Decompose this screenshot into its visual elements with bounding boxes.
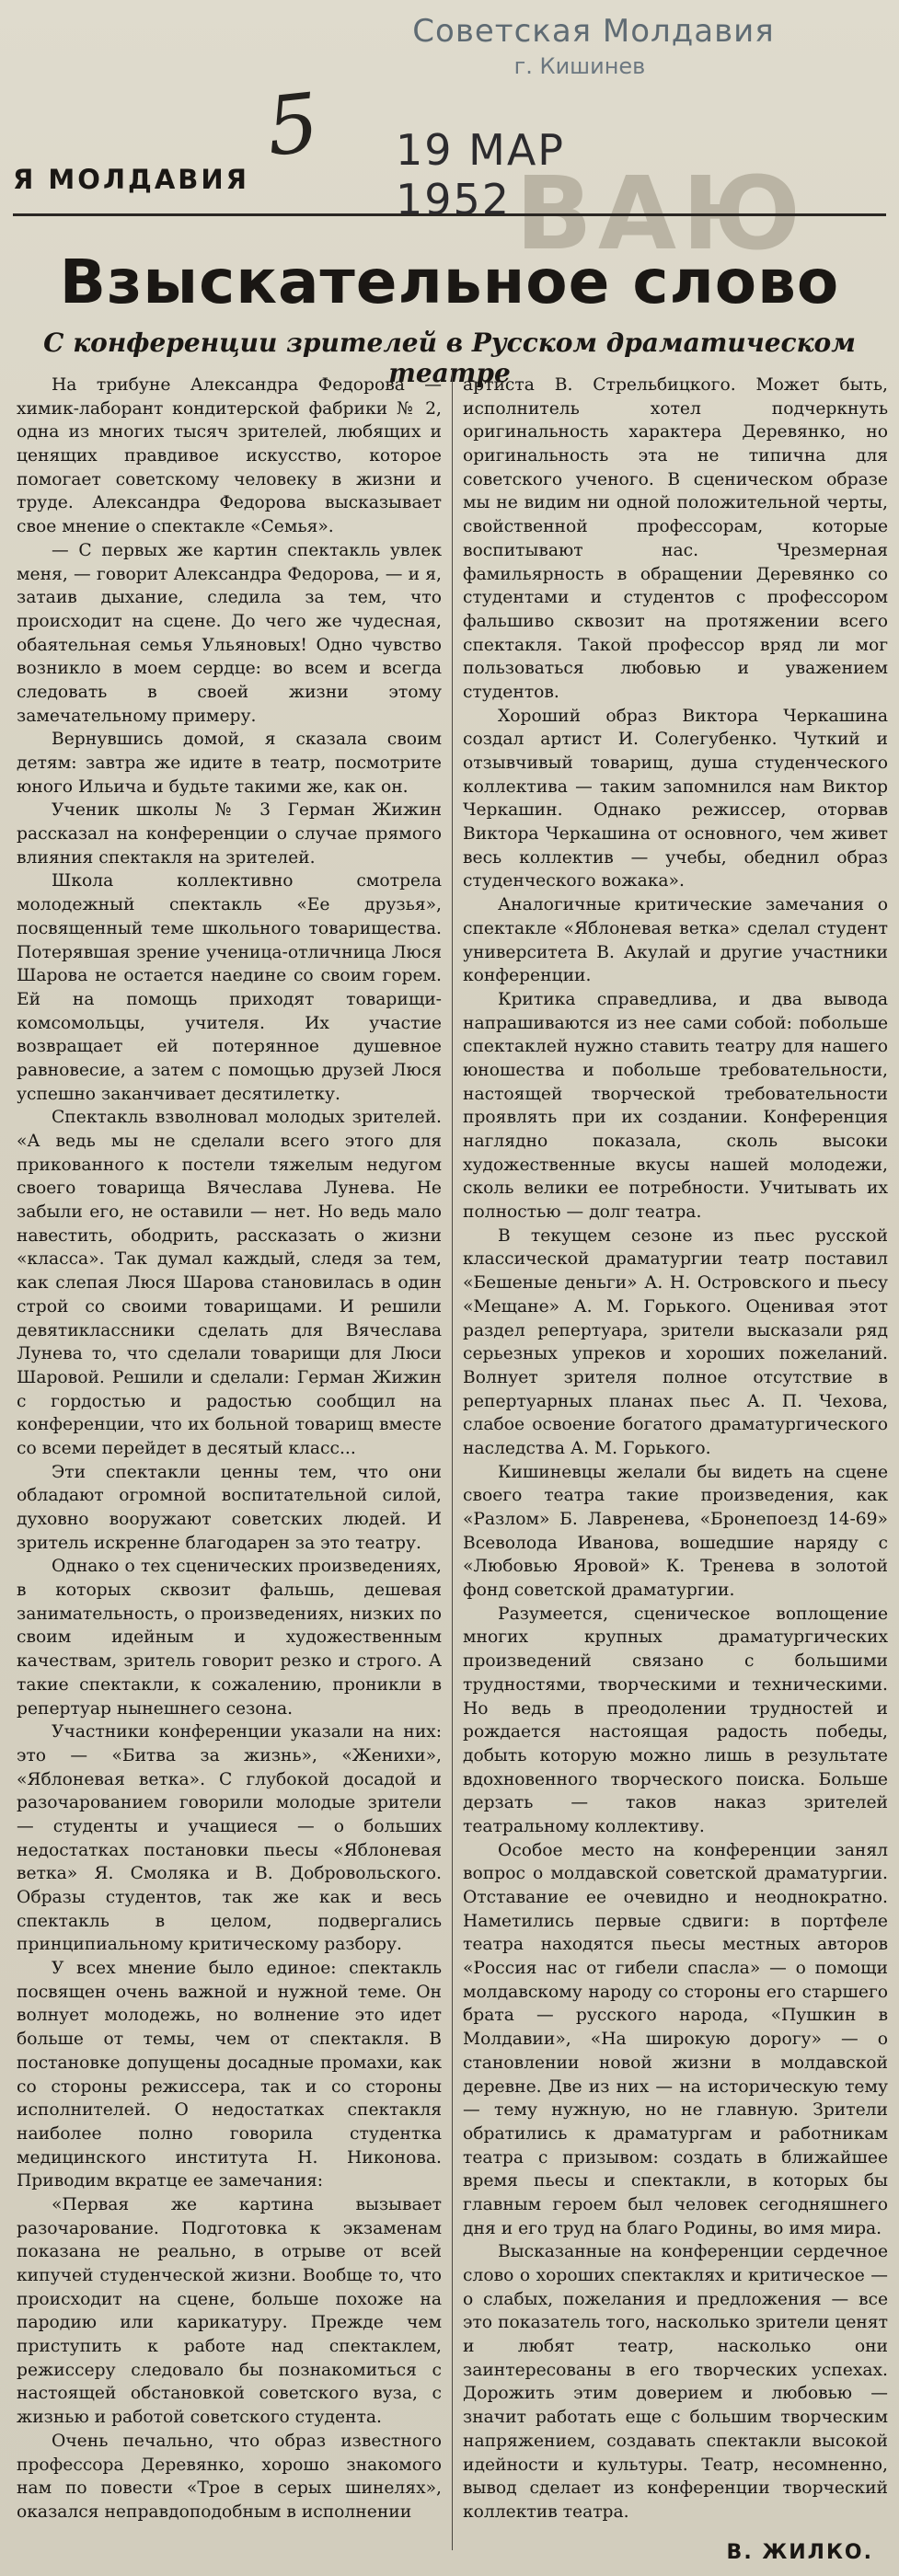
article-subheadline: С конференции зрителей в Русском драматическом театре — [43, 328, 856, 388]
paragraph: Хороший образ Виктора Черкашина создал артист И. Солегубенко. Чуткий и отзывчивый товарищ, душа студенческого коллектива — таким запомнился нам Виктор Черкашин. Однако режиссер, оторвав Виктора Черкашина от основного, чем живет весь коллектив — учебы, обеднил образ студенческого вожака». — [463, 706, 888, 891]
right-column — [463, 374, 888, 2524]
paragraph: — С первых же картин спектакль увлек меня, — говорит Александра Федорова, — и я, затаив дыхание, следила за тем, что происходит на сцене. До чего же чудесная, обаятельная семья Ульяновых! Одно чувство возникло в моем сердце: во всем и всегда следовать в своей жизни этому замечательному примеру. — [17, 540, 442, 726]
paragraph: В текущем сезоне из пьес русской классической драматургии театр поставил «Бешеные деньги» А. Н. Островского и пьесу «Мещане» А. М. Горького. Оценивая этот раздел репертуара, зрители высказали ряд серьезных упреков и хороших пожеланий. Волнует зрителя полное отсутствие в репертуарных планах пьес А. П. Чехова, слабое освоение богатого драматургического наследства А. М. Горького. — [463, 1225, 888, 1458]
left-column — [17, 374, 442, 2524]
paragraph: Высказанные на конференции сердечное слово о хороших спектаклях и критическое — о слабых, пожелания и предложения — все это показатель того, насколько зрители ценят и любят театр, насколько они заинтересованы в его творческих успехах. Дорожить этим доверием и любовью — значит работать еще с большим творческим напряжением, создавать спектакли высокой идейности и культуры. Театр, несомненно, вывод сделает из конференции творческий коллектив театра. — [463, 2242, 888, 2522]
paragraph: Очень печально, что образ известного профессора Деревянко, хорошо знакомого нам по повести «Трое в серых шинелях», оказался неправдоподобным в исполнении — [17, 2431, 442, 2522]
column-divider — [452, 368, 453, 2550]
header-rule — [13, 213, 886, 216]
paragraph: Вернувшись домой, я сказала своим детям: завтра же идите в театр, посмотрите юного Ильича и будьте такими же, как он. — [17, 730, 442, 797]
bleed-through-text: ВАЮ — [515, 155, 807, 272]
paragraph: Эти спектакли ценны тем, что они обладают огромной воспитательной силой, духовно вооружают советских людей. И зритель искренне благодарен за это театру. — [17, 1462, 442, 1553]
paragraph: Однако о тех сценических произведениях, в которых сквозит фальшь, дешевая занимательность, о произведениях, низких по своим идейным и художественным качествам, зритель говорит резко и строго. А такие спектакли, к сожалению, проникли в репертуар нынешнего сезона. — [17, 1557, 442, 1719]
paragraph: «Первая же картина вызывает разочарование. Подготовка к экзаменам показана не реально, в отрыве от всей кипучей студенческой жизни. Вообще то, что происходит на сцене, больше похоже на пародию или карикатуру. Прежде чем приступить к работе над спектаклем, режиссеру следовало бы познакомиться с настоящей обстановкой советского вуза, с жизнью и работой советского студента. — [17, 2194, 442, 2428]
paragraph: Спектакль взволновал молодых зрителей. «А ведь мы не сделали всего этого для прикованного к постели тяжелым недугом своего товарища Вячеслава Лунева. Не забыли его, не оставили — нет. Но ведь мало навестить, ободрить, рассказать о жизни «класса». Так думал каждый, следя за тем, как слепая Люся Шарова становилась в один строй со своими товарищами. И решили девятиклассники сделать для Вячеслава Лунева то, что сделали товарищи для Люси Шаровой. Решили и сделали: Герман Жижин с гордостью и радостью сообщил на конференции, что их больной товарищ вместе со всеми перейдет в десятый класс... — [17, 1108, 442, 1458]
archive-stamp-date: 19 МАР 1952 — [396, 125, 566, 224]
paragraph: Разумеется, сценическое воплощение многих крупных драматургических произведений связано с большими трудностями, творческими и техническими. Но ведь в преодолении трудностей и рождается настоящая радость победы, добыть которую можно лишь в результате вдохновенного творческого поиска. Больше дерзать — таков наказ зрителей театральному коллективу. — [463, 1604, 888, 1836]
paragraph: На трибуне Александра Федорова — химик-лаборант кондитерской фабрики № 2, одна из многих тысяч зрителей, любящих и ценящих правдивое искусство, которое помогает советскому человеку в жизни и труде. Александра Федорова высказывает свое мнение о спектакле «Семья». — [17, 375, 442, 537]
handwritten-mark: 5 — [261, 75, 324, 175]
masthead: Я МОЛДАВИЯ — [13, 164, 250, 195]
paragraph: Кишиневцы желали бы видеть на сцене своего театра такие произведения, как «Разлом» Б. Лавренева, «Бронепоезд 14-69» Всеволода Иванова, вошедшие наряду с «Любовью Яровой» К. Тренева в золотой фонд советской драматургии. — [463, 1462, 888, 1601]
archive-stamp-city: г. Кишинев — [513, 53, 646, 79]
paragraph: Особое место на конференции занял вопрос о молдавской советской драматургии. Отставание ее очевидно и неоднократно. Наметились первые сдвиги: в портфеле театра находятся пьесы местных авторов «Россия нас от гибели спасла» — о помощи молдавскому народу со стороны его старшего брата — русского народа, «Пушкин в Молдавии», «На широкую дорогу» — о становлении новой жизни в молдавской деревне. Две из них — на историческую тему — тему нужную, но не главную. Зрители обратились к драматургам и работникам театра с призывом: создать в ближайшее время пьесы и спектакли, в которых бы главным героем был человек сегодняшнего дня и его труд на благо Родины, во имя мира. — [463, 1840, 888, 2238]
author-signature: В. ЖИЛКО. — [726, 2541, 873, 2564]
paragraph: Школа коллективно смотрела молодежный спектакль «Ее друзья», посвященный теме школьного товарищества. Потерявшая зрение ученица-отличница Люся Шарова не остается наедине со своим горем. Ей на помощь приходят товарищи-комсомольцы, учителя. Их участие возвращает ей потерянное душевное равновесие, а затем с помощью друзей Люся успешно заканчивает десятилетку. — [17, 871, 442, 1104]
archive-stamp-title: Советская Молдавия — [412, 13, 775, 50]
paragraph: Аналогичные критические замечания о спектакле «Яблоневая ветка» сделал студент университета В. Акулай и другие участники конференции. — [463, 895, 888, 986]
paragraph: Ученик школы № 3 Герман Жижин рассказал на конференции о случае прямого влияния спектакля на зрителей. — [17, 800, 442, 868]
paragraph: Критика справедлива, и два вывода напрашиваются из нее сами собой: побольше спектаклей нужно ставить театру для нашего юношества и побольше требовательности, настоящей творческой требовательности проявлять при их создании. Конференция наглядно показала, сколь высоки художественные вкусы нашей молодежи, сколь велики ее потребности. Учитывать их полностью — долг театра. — [463, 989, 888, 1223]
paragraph: артиста В. Стрельбицкого. Может быть, исполнитель хотел подчеркнуть оригинальность характера Деревянко, но оригинальность эта не типична для советского ученого. В сценическом образе мы не видим ни одной положительной черты, свойственной профессорам, которые воспитывают нас. Чрезмерная фамильярность в обращении Деревянко со студентами и студентов с профессором фальшиво сквозит на протяжении всего спектакля. Такой профессор вряд ли мог пользоваться любовью и уважением студентов. — [463, 375, 888, 702]
article-headline: Взыскательное слово — [59, 247, 840, 317]
paragraph: У всех мнение было единое: спектакль посвящен очень важной и нужной теме. Он волнует молодежь, но волнение это идет больше от темы, чем от спектакля. В постановке допущены досадные промахи, как со стороны режиссера, так и со стороны исполнителей. О недостатках спектакля наиболее полно говорила студентка медицинского института Н. Никонова. Приводим вкратце ее замечания: — [17, 1959, 442, 2191]
paragraph: Участники конференции указали на них: это — «Битва за жизнь», «Женихи», «Яблоневая ветка». С глубокой досадой и разочарованием говорили молодые зрители — студенты и учащиеся — о больших недостатках постановки пьесы «Яблоневая ветка» Я. Смоляка и В. Добровольского. Образы студентов, так же как и весь спектакль в целом, подвергались принципиальному критическому разбору. — [17, 1722, 442, 1955]
